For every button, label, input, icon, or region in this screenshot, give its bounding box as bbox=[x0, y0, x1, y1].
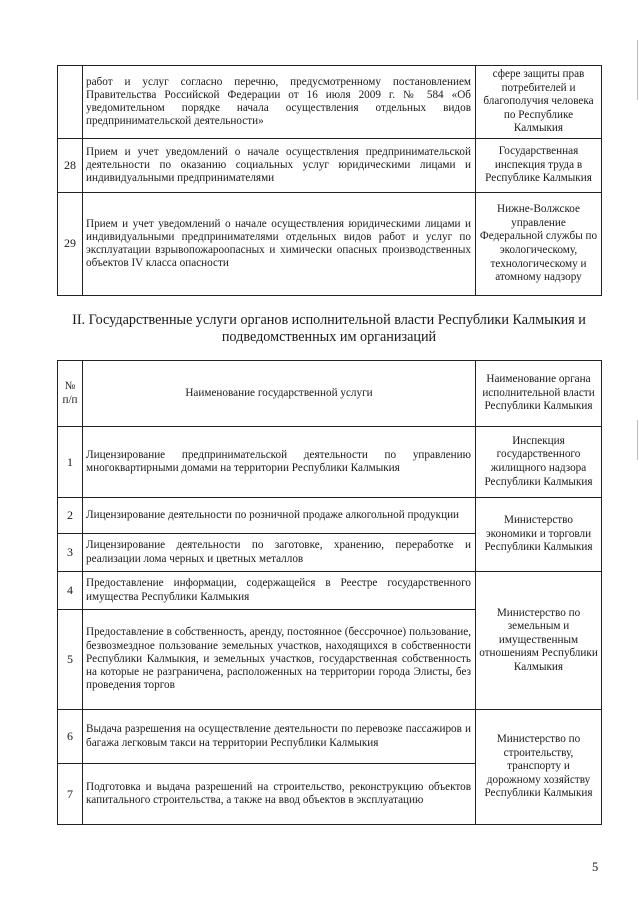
service-name: Выдача разрешения на осуществление деятельности по перевозке пассажиров и багажа легковым такси на территории Республики Калмыкия bbox=[83, 710, 476, 764]
service-name: Предоставление информации, содержащейся в Реестре государственного имущества Республики Калмыкия bbox=[83, 572, 476, 610]
row-number: 3 bbox=[58, 534, 83, 572]
table-row bbox=[58, 710, 602, 764]
service-name: Прием и учет уведомлений о начале осуществления предпринимательской деятельности по оказанию социальных услуг юридическими лицами и индивидуальными предпринимателями bbox=[83, 138, 476, 192]
row-number: 1 bbox=[58, 427, 83, 498]
service-name: Лицензирование предпринимательской деятельности по управлению многоквартирными домами на территории Республики Калмыкия bbox=[83, 427, 476, 498]
row-number: 29 bbox=[58, 192, 83, 295]
service-name: Прием и учет уведомлений о начале осуществления юридическими лицами и индивидуальными предпринимателями отдельных видов работ и услуг по эксплуатации взрывопожароопасных и химически опасных производственных объектов IV класса опасности bbox=[83, 192, 476, 295]
table-row bbox=[58, 572, 602, 610]
table-row bbox=[58, 498, 602, 534]
services-table-continued bbox=[57, 65, 602, 296]
table-row bbox=[58, 66, 602, 139]
table-header-row bbox=[58, 361, 602, 427]
organ-name: Нижне-Волжское управление Федеральной службы по экологическому, технологическому и атомному надзору bbox=[476, 192, 602, 295]
row-number: 7 bbox=[58, 764, 83, 825]
row-number bbox=[58, 66, 83, 139]
organ-name: Министерство по строительству, транспорту и дорожному хозяйству Республики Калмыкия bbox=[476, 710, 602, 825]
organ-name: Инспекция государственного жилищного надзора Республики Калмыкия bbox=[476, 427, 602, 498]
table-row bbox=[58, 192, 602, 295]
row-number: 4 bbox=[58, 572, 83, 610]
header-organ: Наименование органа исполнительной власти Республики Калмыкия bbox=[476, 361, 602, 427]
organ-name: сфере защиты прав потребителей и благополучия человека по Республике Калмыкия bbox=[476, 66, 602, 139]
service-name: работ и услуг согласно перечню, предусмотренному постановлением Правительства Российской Федерации от 16 июля 2009 г. № 584 «Об уведомительном порядке начала осуществления отдельных видов предпринимательской деятельности» bbox=[83, 66, 476, 139]
row-number: 28 bbox=[58, 138, 83, 192]
header-service: Наименование государственной услуги bbox=[83, 361, 476, 427]
table-row bbox=[58, 427, 602, 498]
service-name: Подготовка и выдача разрешений на строительство, реконструкцию объектов капитального строительства, а также на ввод объектов в эксплуатацию bbox=[83, 764, 476, 825]
service-name: Лицензирование деятельности по розничной продаже алкогольной продукции bbox=[83, 498, 476, 534]
service-name: Предоставление в собственность, аренду, постоянное (бессрочное) пользование, безвозмездное пользование земельных участков, находящихся в собственности Республики Калмыкия, и земельных участков, государственная собственность на которые не разграничена, расположенных на территории города Элисты, без проведения торгов bbox=[83, 610, 476, 710]
table-row bbox=[58, 138, 602, 192]
page-number: 5 bbox=[592, 860, 599, 874]
row-number: 2 bbox=[58, 498, 83, 534]
section-heading: II. Государственные услуги органов исполнительной власти Республики Калмыкия и подведомственных им организаций bbox=[72, 312, 586, 345]
organ-name: Министерство экономики и торговли Республики Калмыкия bbox=[476, 498, 602, 572]
scan-edge-mark bbox=[637, 40, 638, 100]
row-number: 5 bbox=[58, 610, 83, 710]
header-number: № п/п bbox=[58, 361, 83, 427]
service-name: Лицензирование деятельности по заготовке, хранению, переработке и реализации лома черных и цветных металлов bbox=[83, 534, 476, 572]
services-table bbox=[57, 360, 602, 825]
organ-name: Государственная инспекция труда в Республике Калмыкия bbox=[476, 138, 602, 192]
scan-edge-mark bbox=[637, 420, 638, 460]
organ-name: Министерство по земельным и имущественным отношениям Республики Калмыкия bbox=[476, 572, 602, 710]
row-number: 6 bbox=[58, 710, 83, 764]
